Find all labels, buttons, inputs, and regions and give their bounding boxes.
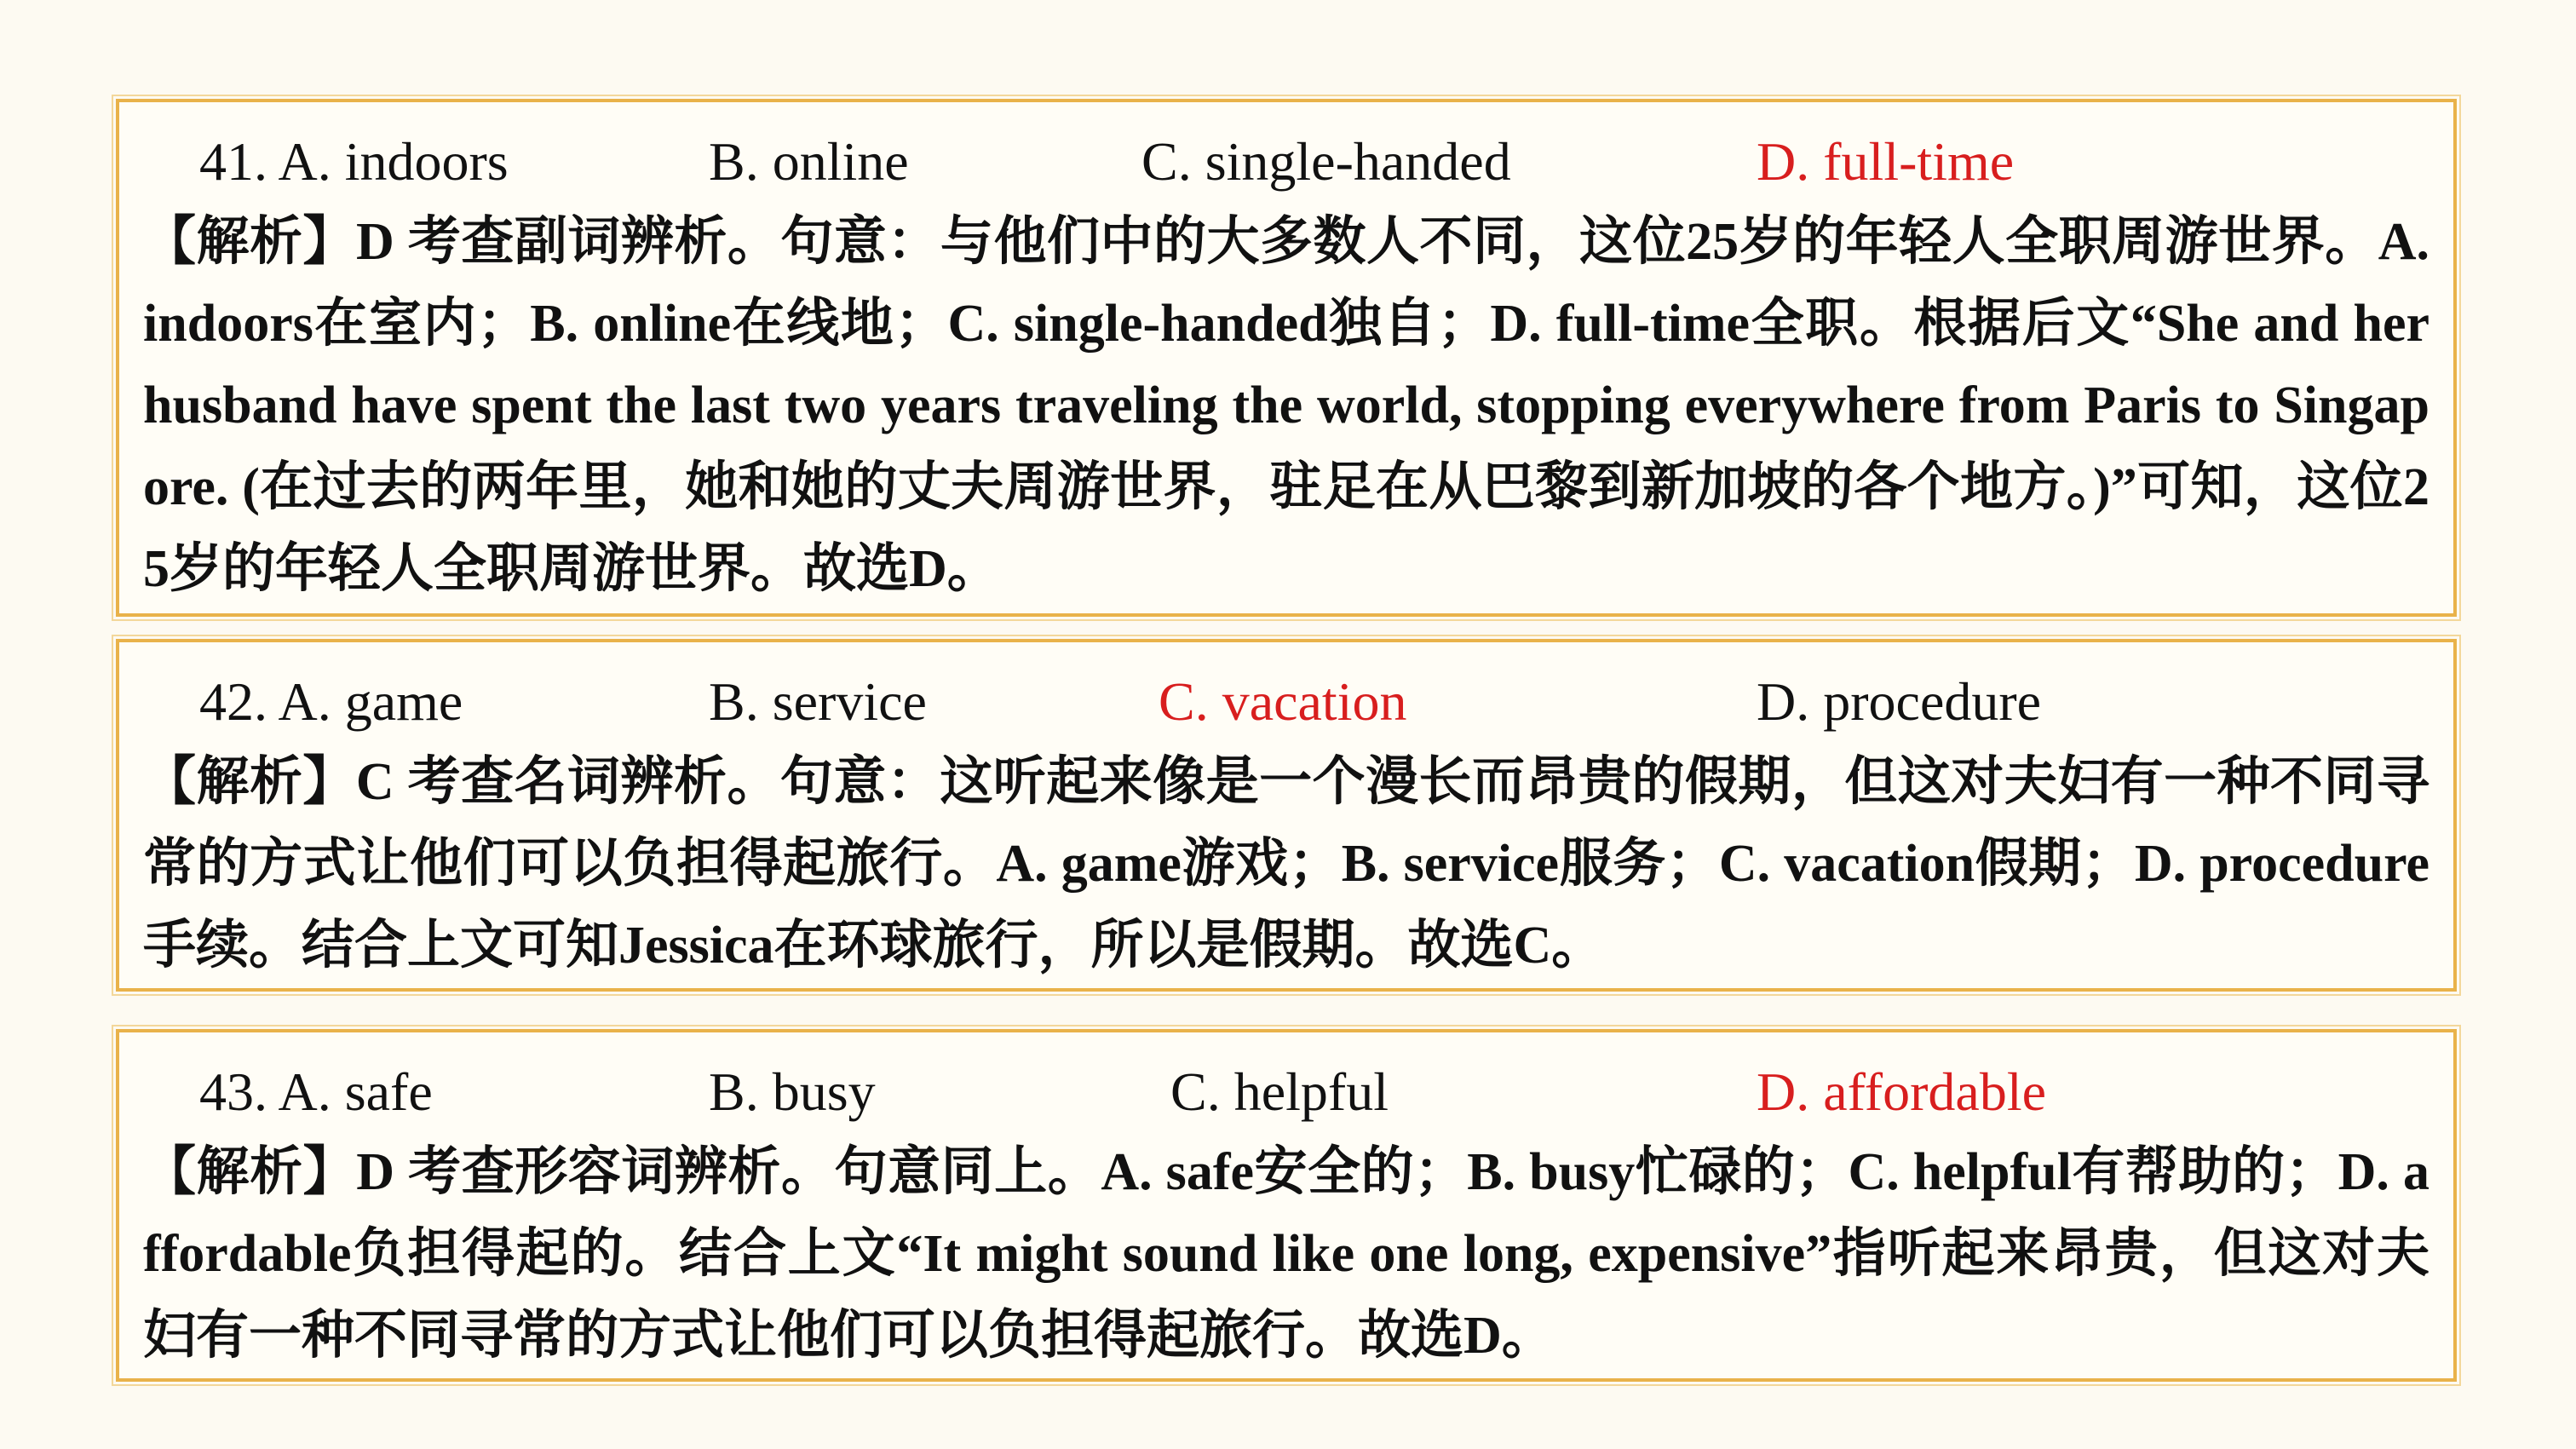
option-c-correct: C. vacation — [1159, 671, 1407, 732]
question-41-options — [119, 128, 2453, 196]
option-c: C. single-handed — [1141, 131, 1511, 192]
question-42-card — [116, 639, 2457, 992]
question-42-options — [119, 668, 2453, 736]
question-42-analysis: 【解析】C 考查名词辨析。句意：这听起来像是一个漫长而昂贵的假期，但这对夫妇有一种不同寻常的方式让他们可以负担得起旅行。A. game游戏；B. service服务；C. vacation假期；D. procedure手续。结合上文可知Jessica在环球旅行，所以是假期。故选C。 — [143, 753, 2429, 975]
option-a: 41. A. indoors — [199, 131, 509, 192]
option-d-correct: D. affordable — [1757, 1061, 2046, 1122]
option-a: 43. A. safe — [199, 1061, 433, 1122]
option-c: C. helpful — [1170, 1061, 1389, 1122]
option-d-correct: D. full-time — [1757, 131, 2015, 192]
option-b: B. busy — [709, 1061, 876, 1122]
question-41-analysis: 【解析】D 考查副词辨析。句意：与他们中的大多数人不同，这位25岁的年轻人全职周游世界。A. indoors在室内；B. online在线地；C. single-handed独自；D. full-time全职。根据后文“She and her husband have spent the last two years traveling the world, stopping everywhere from Paris to Singapore. (在过去的两年里，她和她的丈夫周游世界，驻足在从巴黎到新加坡的各个地方。)”可知，这位25岁的年轻人全职周游世界。故选D。 — [143, 213, 2429, 598]
option-b: B. service — [709, 671, 927, 732]
option-a: 42. A. game — [199, 671, 463, 732]
question-43-card — [116, 1029, 2457, 1382]
question-41-card — [116, 99, 2457, 617]
question-43-analysis: 【解析】D 考查形容词辨析。句意同上。A. safe安全的；B. busy忙碌的；C. helpful有帮助的；D. affordable负担得起的。结合上文“It might sound like one long, expensive”指听起来昂贵，但这对夫妇有一种不同寻常的方式让他们可以负担得起旅行。故选D。 — [143, 1143, 2429, 1365]
option-b: B. online — [709, 131, 909, 192]
option-d: D. procedure — [1757, 671, 2042, 732]
question-43-options — [119, 1058, 2453, 1126]
